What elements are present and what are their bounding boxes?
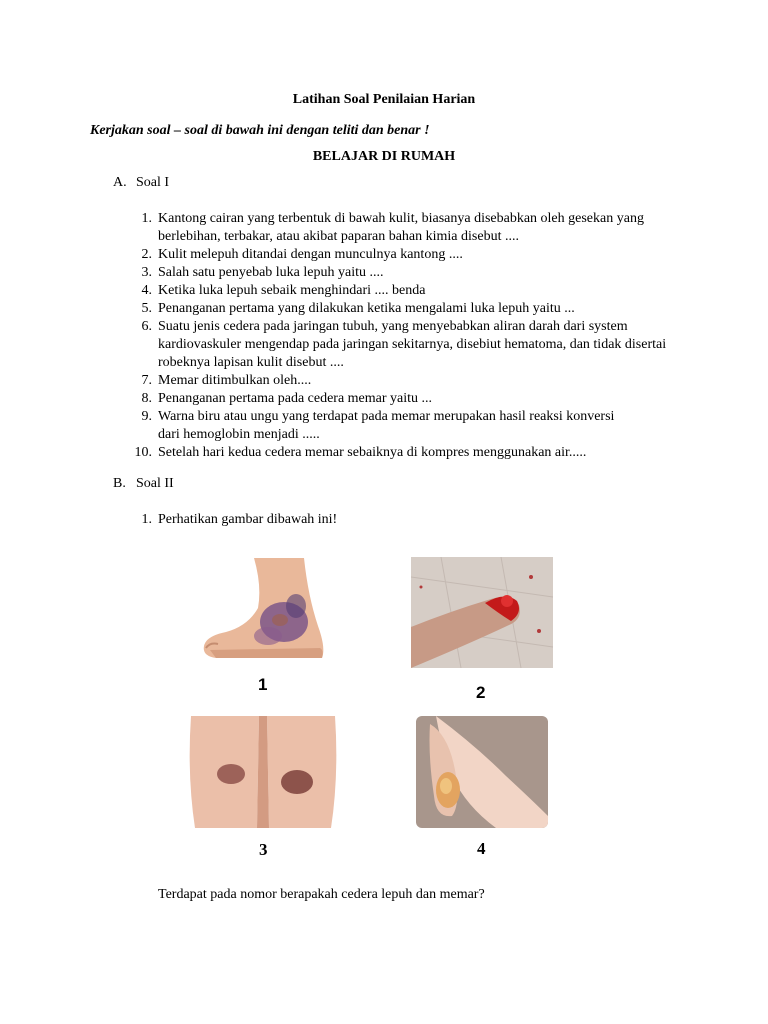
question-text-line: Penanganan pertama pada cedera memar yaitu ... — [158, 391, 433, 406]
section-a-heading — [113, 175, 169, 191]
page-title: Latihan Soal Penilaian Harian — [292, 92, 476, 107]
question-list — [130, 210, 690, 462]
question-number: 3. — [141, 265, 152, 280]
question-number: 2. — [141, 247, 152, 262]
question-text-line: Kantong cairan yang terbentuk di bawah kulit, biasanya disebabkan oleh gesekan yang — [158, 211, 644, 226]
question-item — [130, 372, 690, 390]
question-number: 4. — [141, 283, 152, 298]
question-text-line: Ketika luka lepuh sebaik menghindari .... benda — [158, 283, 426, 298]
question-number: 8. — [141, 391, 152, 406]
question-item — [130, 318, 690, 372]
question-number: 7. — [141, 373, 152, 388]
image-label-4: 4 — [477, 839, 486, 858]
section-b-item-text: Perhatikan gambar dibawah ini! — [158, 512, 338, 527]
section-a-letter: A. — [113, 175, 127, 190]
section-a-label: Soal I — [136, 175, 170, 190]
image-blistered-thumb — [416, 716, 548, 828]
question-item — [130, 282, 690, 300]
question-item — [130, 210, 690, 246]
section-b-letter: B. — [113, 476, 126, 491]
question-text-line: Warna biru atau ungu yang terdapat pada memar merupakan hasil reaksi konversi — [158, 409, 615, 424]
question-text-line: Kulit melepuh ditandai dengan munculnya kantong .... — [158, 247, 463, 262]
image-label-2: 2 — [476, 683, 486, 702]
question-item — [130, 390, 690, 408]
question-item — [130, 408, 690, 444]
question-text-line: Penanganan pertama yang dilakukan ketika mengalami luka lepuh yaitu ... — [158, 301, 575, 316]
section-b-heading — [113, 476, 174, 492]
question-number: 9. — [141, 409, 152, 424]
question-text-line: Setelah hari kedua cedera memar sebaiknya di kompres menggunakan air..... — [158, 445, 587, 460]
question-number: 5. — [141, 301, 152, 316]
question-text-line: berlebihan, terbakar, atau akibat paparan bahan kimia disebut .... — [158, 229, 519, 244]
question-item — [130, 300, 690, 318]
section-b-item — [130, 512, 337, 528]
section-b-item-number: 1. — [141, 512, 152, 527]
question-number: 1. — [141, 211, 152, 226]
question-number: 6. — [141, 319, 152, 334]
question-item — [130, 264, 690, 282]
image-label-3: 3 — [259, 840, 268, 859]
question-text-line: dari hemoglobin menjadi ..... — [158, 427, 320, 442]
question-number: 10. — [134, 445, 152, 460]
instruction-text: Kerjakan soal – soal di bawah ini dengan teliti dan benar ! — [90, 123, 430, 138]
page-subtitle: BELAJAR DI RUMAH — [312, 149, 456, 164]
question-text-line: kardiovaskuler mengendap pada jaringan sekitarnya, disebiut hematoma, dan tidak disertai — [158, 337, 667, 352]
question-item — [130, 246, 690, 264]
question-text-line: Salah satu penyebab luka lepuh yaitu .... — [158, 265, 384, 280]
image-label-1: 1 — [258, 675, 268, 694]
section-b-label: Soal II — [136, 476, 174, 491]
question-item — [130, 444, 690, 462]
question-text-line: robeknya lapisan kulit disebut .... — [158, 355, 344, 370]
question-text-line: Suatu jenis cedera pada jaringan tubuh, yang menyebabkan aliran darah dari system — [158, 319, 628, 334]
image-bruised-knees — [185, 716, 341, 828]
image-bruised-ankle — [196, 556, 330, 664]
closing-question: Terdapat pada nomor berapakah cedera lepuh dan memar? — [158, 887, 485, 902]
image-bleeding-toe — [411, 557, 553, 668]
question-text-line: Memar ditimbulkan oleh.... — [158, 373, 312, 388]
